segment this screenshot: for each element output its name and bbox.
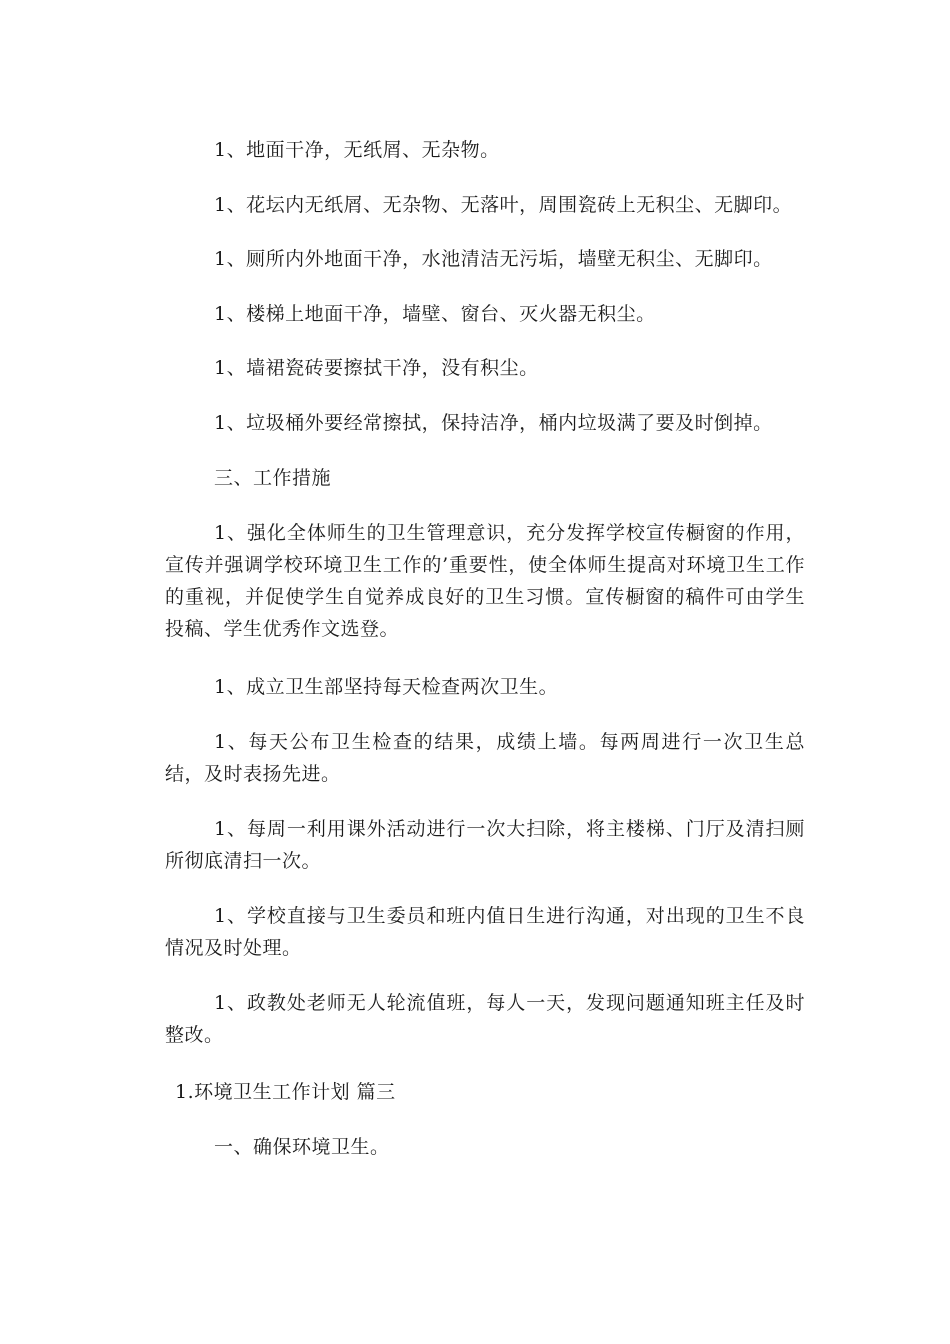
paragraph-flowerbed: 1、花坛内无纸屑、无杂物、无落叶，周围瓷砖上无积尘、无脚印。 <box>214 194 793 216</box>
paragraph-awareness: 1、强化全体师生的卫生管理意识，充分发挥学校宣传橱窗的作用，宣传并强调学校环境卫生工作的’重要性，使全体师生提高对环境卫生工作的重视，并促使学生自觉养成良好的卫生习惯。宣传橱窗的稿件可由学生投稿、学生优秀作文选登。 <box>165 522 805 640</box>
section-title-plan-three: 1.环境卫生工作计划 篇三 <box>175 1081 396 1103</box>
paragraph-duty-rotation: 1、政教处老师无人轮流值班，每人一天，发现问题通知班主任及时整改。 <box>165 992 805 1046</box>
paragraph-hygiene-department: 1、成立卫生部坚持每天检查两次卫生。 <box>214 676 559 698</box>
paragraph-wall-tiles: 1、墙裙瓷砖要擦拭干净，没有积尘。 <box>214 357 539 379</box>
paragraph-weekly-cleaning: 1、每周一利用课外活动进行一次大扫除，将主楼梯、门厅及清扫厕所彻底清扫一次。 <box>165 818 805 872</box>
paragraph-ensure-hygiene: 一、确保环境卫生。 <box>214 1136 390 1158</box>
paragraph-daily-results: 1、每天公布卫生检查的结果，成绩上墙。每两周进行一次卫生总结，及时表扬先进。 <box>165 731 805 785</box>
paragraph-toilet: 1、厕所内外地面干净，水池清洁无污垢，墙壁无积尘、无脚印。 <box>214 248 773 270</box>
paragraph-communication: 1、学校直接与卫生委员和班内值日生进行沟通，对出现的卫生不良情况及时处理。 <box>165 905 805 959</box>
section-heading-measures: 三、工作措施 <box>214 467 332 489</box>
paragraph-ground-clean: 1、地面干净，无纸屑、无杂物。 <box>214 139 500 161</box>
paragraph-stairs: 1、楼梯上地面干净，墙壁、窗台、灭火器无积尘。 <box>214 303 656 325</box>
paragraph-trash-bins: 1、垃圾桶外要经常擦拭，保持洁净，桶内垃圾满了要及时倒掉。 <box>214 412 773 434</box>
